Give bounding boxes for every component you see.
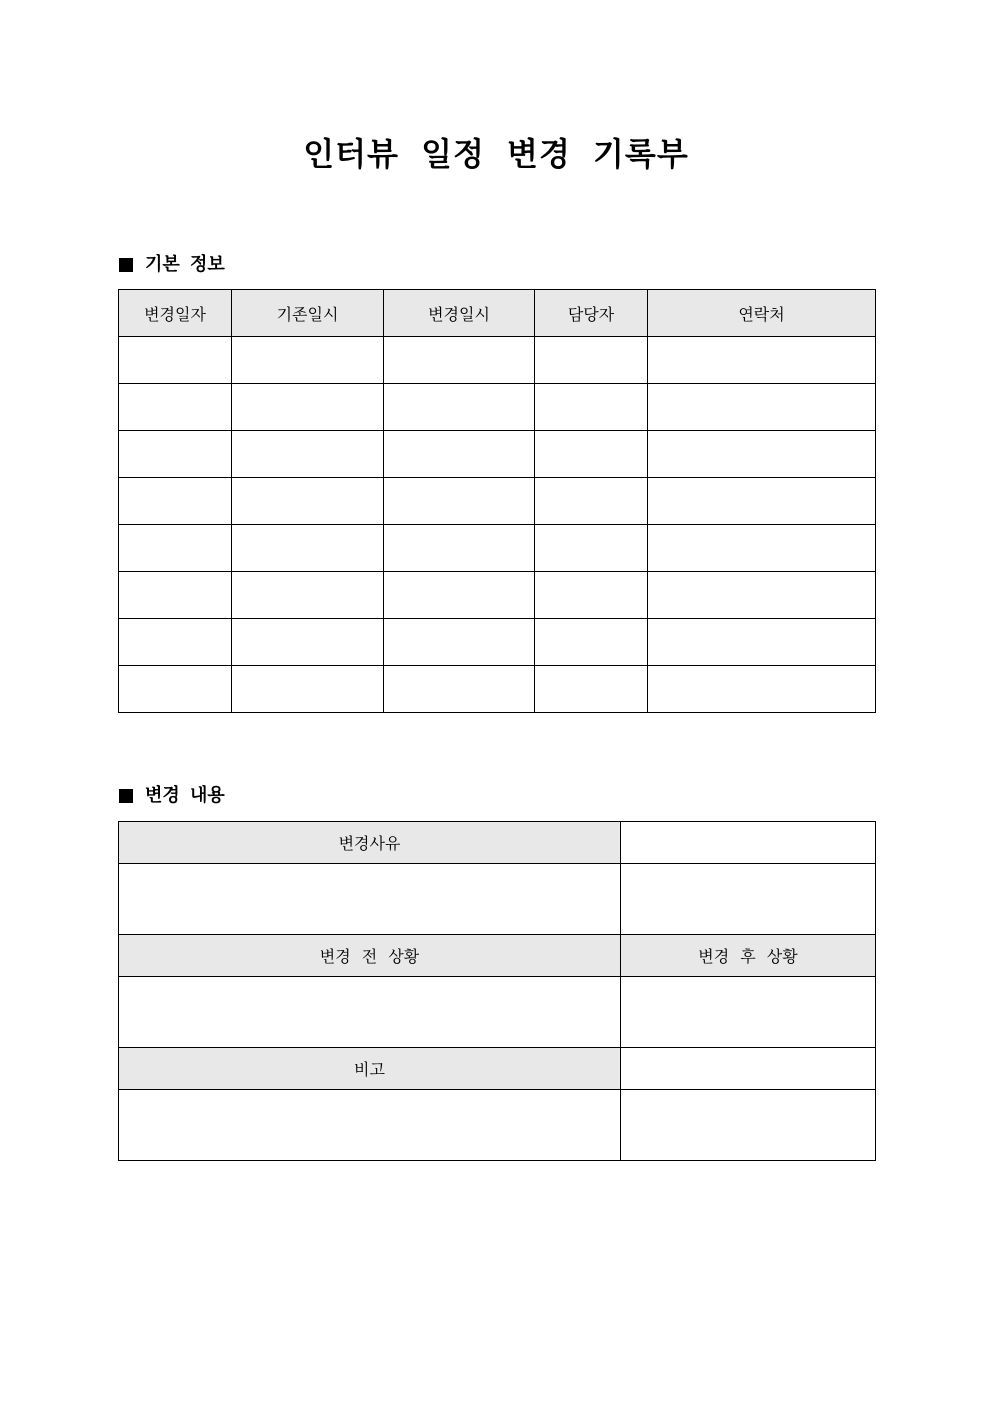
- table-row: [119, 525, 876, 572]
- table-row: [119, 666, 876, 713]
- table-cell[interactable]: [384, 478, 535, 525]
- table-cell[interactable]: [232, 478, 384, 525]
- table-cell[interactable]: [535, 431, 648, 478]
- table-row: [119, 572, 876, 619]
- note-value-row: [119, 1090, 876, 1161]
- table-cell[interactable]: [119, 431, 232, 478]
- table-cell[interactable]: [232, 666, 384, 713]
- table-cell[interactable]: [119, 525, 232, 572]
- note-label-row: [119, 1048, 876, 1090]
- table-cell[interactable]: [535, 384, 648, 431]
- table-cell[interactable]: [119, 384, 232, 431]
- situation-value-row: [119, 977, 876, 1048]
- table-cell[interactable]: [535, 337, 648, 384]
- table-cell[interactable]: [648, 478, 876, 525]
- page-title: 인터뷰 일정 변경 기록부: [303, 135, 689, 173]
- table-cell[interactable]: [232, 384, 384, 431]
- column-header-original-datetime: 기존일시: [232, 290, 384, 337]
- section-heading-label: 기본 정보: [145, 254, 225, 275]
- reason-value-row: [119, 864, 876, 935]
- table-cell[interactable]: [232, 431, 384, 478]
- table-header-row: [119, 290, 876, 337]
- table-cell[interactable]: [384, 384, 535, 431]
- table-cell[interactable]: [232, 572, 384, 619]
- column-header-change-date: 변경일자: [119, 290, 232, 337]
- table-cell[interactable]: [648, 666, 876, 713]
- table-cell[interactable]: [648, 572, 876, 619]
- situation-label-row: [119, 935, 876, 977]
- reason-side-value[interactable]: [621, 864, 876, 935]
- column-header-person-in-charge: 담당자: [535, 290, 648, 337]
- table-cell[interactable]: [648, 337, 876, 384]
- note-value[interactable]: [119, 1090, 621, 1161]
- before-situation-label: 변경 전 상황: [119, 935, 621, 977]
- table-row: [119, 478, 876, 525]
- reason-label: 변경사유: [119, 822, 621, 864]
- reason-side-cell[interactable]: [621, 822, 876, 864]
- column-header-contact: 연락처: [648, 290, 876, 337]
- table-cell[interactable]: [384, 572, 535, 619]
- table-cell[interactable]: [648, 384, 876, 431]
- table-cell[interactable]: [232, 619, 384, 666]
- table-cell[interactable]: [384, 431, 535, 478]
- reason-value[interactable]: [119, 864, 621, 935]
- before-situation-value[interactable]: [119, 977, 621, 1048]
- reason-label-row: [119, 822, 876, 864]
- table-cell[interactable]: [232, 525, 384, 572]
- table-cell[interactable]: [648, 525, 876, 572]
- table-cell[interactable]: [119, 572, 232, 619]
- column-header-changed-datetime: 변경일시: [384, 290, 535, 337]
- section-heading-basic-info: [119, 253, 225, 277]
- table-cell[interactable]: [384, 619, 535, 666]
- after-situation-label: 변경 후 상황: [621, 935, 876, 977]
- table-cell[interactable]: [535, 619, 648, 666]
- table-cell[interactable]: [119, 337, 232, 384]
- note-side-value[interactable]: [621, 1090, 876, 1161]
- table-cell[interactable]: [648, 431, 876, 478]
- table-cell[interactable]: [535, 666, 648, 713]
- square-bullet-icon: [119, 258, 133, 272]
- table-cell[interactable]: [535, 525, 648, 572]
- note-label: 비고: [119, 1048, 621, 1090]
- table-row: [119, 431, 876, 478]
- change-details-table: [118, 821, 876, 1161]
- section-heading-label: 변경 내용: [145, 785, 225, 806]
- table-row: [119, 337, 876, 384]
- table-cell[interactable]: [535, 572, 648, 619]
- note-side-cell[interactable]: [621, 1048, 876, 1090]
- table-cell[interactable]: [384, 666, 535, 713]
- table-cell[interactable]: [648, 619, 876, 666]
- basic-info-table: [118, 289, 876, 713]
- table-cell[interactable]: [535, 478, 648, 525]
- table-cell[interactable]: [119, 666, 232, 713]
- table-row: [119, 619, 876, 666]
- table-cell[interactable]: [119, 478, 232, 525]
- table-cell[interactable]: [119, 619, 232, 666]
- table-cell[interactable]: [384, 337, 535, 384]
- table-cell[interactable]: [384, 525, 535, 572]
- table-row: [119, 384, 876, 431]
- square-bullet-icon: [119, 789, 133, 803]
- table-cell[interactable]: [232, 337, 384, 384]
- section-heading-change-details: [119, 784, 225, 808]
- after-situation-value[interactable]: [621, 977, 876, 1048]
